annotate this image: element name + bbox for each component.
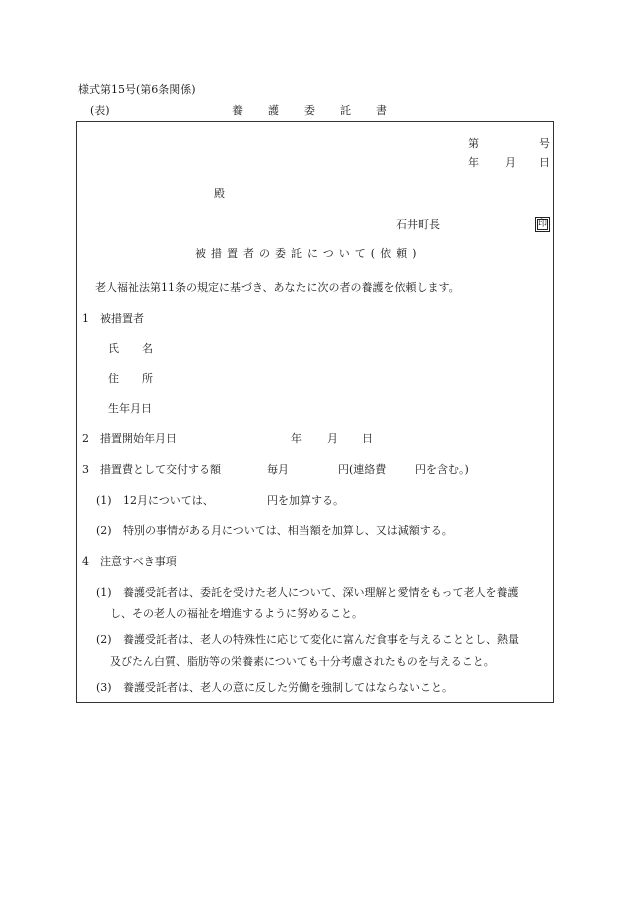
start-day: 日 xyxy=(362,432,373,445)
name-label-b: 名 xyxy=(142,342,153,355)
date-year: 年 xyxy=(468,156,479,169)
section3-item2-number: (2) xyxy=(96,524,112,537)
section4-item3-text: 養護受託者は、老人の意に反した労働を強制してはならないこと。 xyxy=(123,681,453,694)
seal-inner: 印 xyxy=(538,219,548,229)
yen-contact-label: 円(連絡費 xyxy=(338,463,387,476)
section1-heading: 1 被措置者 xyxy=(82,312,144,325)
birthdate-label: 生年月日 xyxy=(108,402,152,415)
name-label-a: 氏 xyxy=(108,342,119,355)
section3-item1-post: 円を加算する。 xyxy=(267,494,344,507)
title-char: 書 xyxy=(376,104,387,117)
date-day: 日 xyxy=(539,156,550,169)
document-title xyxy=(232,105,412,116)
start-month: 月 xyxy=(327,432,338,445)
intro-text: 老人福祉法第11条の規定に基づき、あなたに次の者の養護を依頼します。 xyxy=(95,281,460,294)
section4-item2-line1: 養護受託者は、老人の特殊性に応じて変化に富んだ食事を与えることとし、熱量 xyxy=(123,633,519,646)
address-label-a: 住 xyxy=(108,372,119,385)
side-label: (表) xyxy=(90,104,110,117)
subject-line: 被措置者の委託について(依頼) xyxy=(195,247,422,260)
start-year: 年 xyxy=(291,432,302,445)
section2-heading: 2 措置開始年月日 xyxy=(82,432,177,445)
section3-heading: 3 措置費として交付する額 xyxy=(82,463,221,476)
section4-item1-line1: 養護受託者は、委託を受けた老人について、深い理解と愛情をもって老人を養護 xyxy=(123,586,519,599)
date-month: 月 xyxy=(505,156,516,169)
doc-number-prefix: 第 xyxy=(468,137,479,150)
section4-item2-line2: 及びたん白質、脂肪等の栄養素についても十分考慮されたものを与えること。 xyxy=(110,655,495,668)
section4-item2-number: (2) xyxy=(96,633,112,646)
sender-title: 石井町長 xyxy=(396,218,440,231)
title-char: 託 xyxy=(340,104,351,117)
seal-mark xyxy=(535,217,550,232)
section4-item1-line2: し、その老人の福祉を増進するように努めること。 xyxy=(110,607,363,620)
yen-included-label: 円を含む。) xyxy=(415,463,469,476)
section4-item3-number: (3) xyxy=(96,681,112,694)
monthly-label: 毎月 xyxy=(267,463,289,476)
doc-number-suffix: 号 xyxy=(539,137,550,150)
section3-item1-pre: 12月については、 xyxy=(123,494,214,507)
title-char: 護 xyxy=(268,104,279,117)
form-number: 様式第15号(第6条関係) xyxy=(78,83,196,96)
address-label-b: 所 xyxy=(142,372,153,385)
title-char: 委 xyxy=(304,104,315,117)
section4-item1-number: (1) xyxy=(96,586,112,599)
section4-heading: 4 注意すべき事項 xyxy=(82,555,177,568)
section3-item2-text: 特別の事情がある月については、相当額を加算し、又は減額する。 xyxy=(123,524,453,537)
section3-item1-number: (1) xyxy=(96,494,112,507)
title-char: 養 xyxy=(232,104,243,117)
addressee-honorific: 殿 xyxy=(214,187,225,200)
